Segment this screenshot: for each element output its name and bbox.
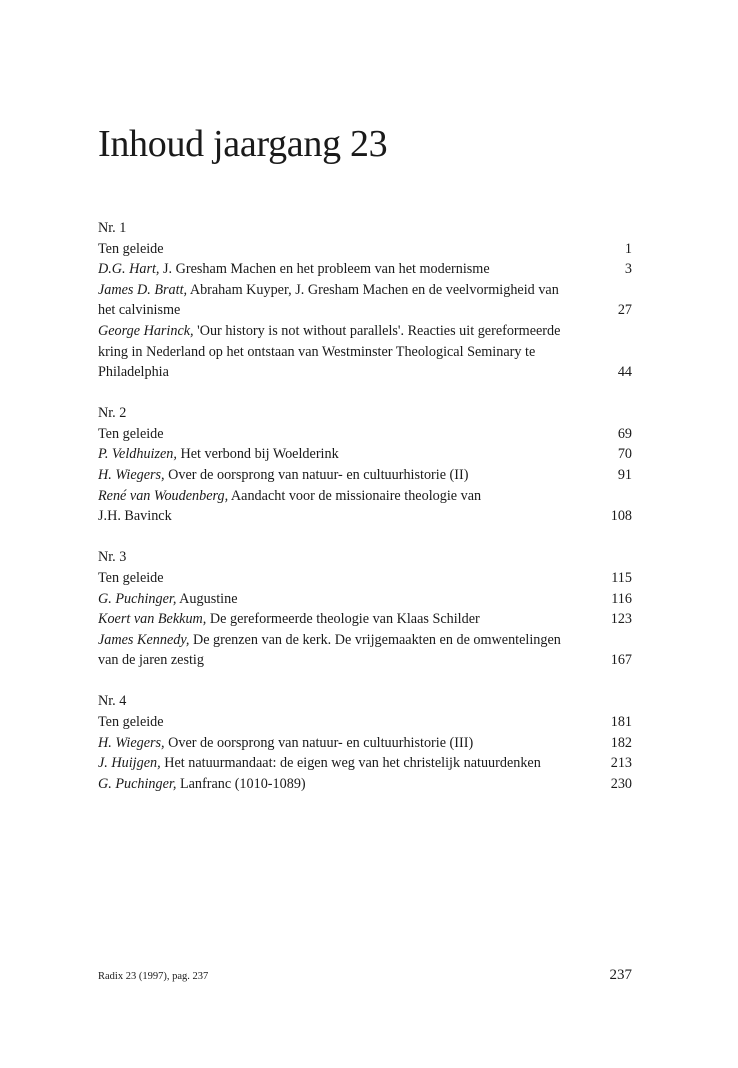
toc-entry-text: De gereformeerde theologie van Klaas Schilder [206, 611, 480, 628]
toc-entry [98, 630, 632, 651]
toc-entry-page: 3 [624, 261, 632, 278]
toc-entry-title [98, 280, 559, 301]
toc-entry-author: H. Wiegers, [98, 467, 165, 484]
toc-entry-text: Ten geleide [98, 240, 164, 257]
toc-entry-author: James D. Bratt, [98, 281, 188, 298]
toc-entry [98, 300, 632, 321]
toc-entry-author: J. Huijgen, [98, 755, 161, 772]
toc-entry-title [98, 650, 204, 671]
toc-entry-author: D.G. Hart, [98, 261, 160, 278]
toc-entry-text: Ten geleide [98, 713, 164, 730]
toc-entry-page [624, 630, 632, 651]
toc-entry-title [98, 753, 541, 774]
toc-entry-page: 44 [617, 364, 632, 381]
toc-entry-text: kring in Nederland op het ontstaan van Westminster Theological Seminary te [98, 343, 536, 360]
toc-entry-author: Koert van Bekkum, [98, 611, 207, 628]
toc-entry-page: 70 [617, 446, 632, 463]
section-label-text: Nr. 4 [98, 693, 127, 710]
toc-entry-text: Ten geleide [98, 425, 164, 442]
toc-entry-text: Het verbond bij Woelderink [176, 446, 339, 463]
toc-entry [98, 774, 632, 795]
toc-entry-text: Augustine [176, 590, 238, 607]
toc-entry [98, 321, 632, 342]
toc-entry-text: het calvinisme [98, 302, 181, 319]
toc-section [98, 403, 632, 527]
toc-entry-title [98, 321, 560, 342]
toc-entry-page: 108 [610, 508, 632, 525]
toc-entry-text: 'Our history is not without parallels'. Reacties uit gereformeerde [193, 322, 561, 339]
toc-section [98, 691, 632, 794]
toc-entry [98, 568, 632, 589]
toc-entry [98, 465, 632, 486]
toc-entry-title [98, 486, 481, 507]
toc-entry-text: Het natuurmandaat: de eigen weg van het christelijk natuurdenken [160, 755, 541, 772]
toc-entry [98, 609, 632, 630]
toc-entry [98, 733, 632, 754]
toc-entry-text: Over de oorsprong van natuur- en cultuurhistorie (III) [164, 734, 474, 751]
toc-entry-title [98, 362, 169, 383]
toc-entry-page [624, 280, 632, 301]
toc-entry-text: Lanfranc (1010-1089) [176, 775, 306, 792]
toc-entry-title [98, 506, 172, 527]
toc-entry-text: Philadelphia [98, 364, 169, 381]
toc-entry-text: Aandacht voor de missionaire theologie van [228, 487, 482, 504]
toc-entry-page [624, 486, 632, 507]
toc-entry-author: H. Wiegers, [98, 734, 165, 751]
toc-entry-title [98, 424, 164, 445]
page-title: Inhoud jaargang 23 [98, 123, 388, 165]
toc-entry [98, 486, 632, 507]
toc-entry-text: Ten geleide [98, 569, 164, 586]
toc-entry-author: René van Woudenberg, [98, 487, 229, 504]
toc-entry-page: 1 [624, 240, 632, 257]
toc-entry [98, 444, 632, 465]
toc-entry-title [98, 259, 490, 280]
toc-entry-text: van de jaren zestig [98, 652, 204, 669]
toc-entry-author: George Harinck, [98, 322, 194, 339]
section-label-text: Nr. 2 [98, 405, 127, 422]
section-label-text: Nr. 1 [98, 220, 127, 236]
toc-entry-title [98, 239, 164, 260]
section-label [98, 403, 632, 424]
toc-entry [98, 424, 632, 445]
toc-entry-title [98, 609, 480, 630]
toc-entry [98, 280, 632, 301]
toc-entry [98, 753, 632, 774]
toc-entry-page [624, 321, 632, 342]
section-label [98, 691, 632, 712]
toc-entry-page [624, 342, 632, 363]
toc-entry-page: 167 [610, 652, 632, 669]
section-label-text: Nr. 3 [98, 549, 127, 566]
toc-entry-author: G. Puchinger, [98, 590, 177, 607]
toc-entry-title [98, 774, 306, 795]
toc-entry-author: P. Veldhuizen, [98, 446, 177, 463]
footer-citation: Radix 23 (1997), pag. 237 [98, 971, 209, 982]
toc-entry [98, 506, 632, 527]
toc-entry-page: 213 [610, 755, 632, 772]
toc-entry-page: 181 [610, 713, 632, 730]
toc-entry-title [98, 300, 180, 321]
toc-entry-title [98, 630, 561, 651]
toc-entry [98, 589, 632, 610]
toc-entry-title [98, 712, 164, 733]
toc-entry-title [98, 465, 468, 486]
toc-entry-text: De grenzen van de kerk. De vrijgemaakten en de omwentelingen [189, 631, 561, 648]
toc-entry [98, 342, 632, 363]
toc-section [98, 218, 632, 383]
toc-entry-page: 27 [617, 302, 632, 319]
toc-entry-title [98, 568, 164, 589]
toc-entry-title [98, 342, 535, 363]
toc-entry-title [98, 733, 473, 754]
toc-entry-page: 116 [611, 590, 632, 607]
toc-entry-page: 123 [610, 611, 632, 628]
toc-entry [98, 712, 632, 733]
toc-section [98, 547, 632, 671]
toc-entry-title [98, 444, 339, 465]
toc-entry-author: James Kennedy, [98, 631, 190, 648]
toc-entry [98, 239, 632, 260]
toc-entry [98, 259, 632, 280]
toc-entry-title [98, 589, 238, 610]
section-label [98, 218, 632, 239]
toc-entry [98, 362, 632, 383]
footer-page-number: 237 [609, 967, 632, 983]
toc-entry-text: J.H. Bavinck [98, 508, 172, 525]
section-label [98, 547, 632, 568]
toc-entry-author: G. Puchinger, [98, 775, 177, 792]
toc-entry-page: 69 [617, 425, 632, 442]
toc-entry-text: J. Gresham Machen en het probleem van het modernisme [159, 261, 490, 278]
toc-entry-text: Abraham Kuyper, J. Gresham Machen en de veelvormigheid van [187, 281, 559, 298]
toc-entry [98, 650, 632, 671]
toc-entry-text: Over de oorsprong van natuur- en cultuurhistorie (II) [164, 467, 469, 484]
toc-entry-page: 230 [610, 775, 632, 792]
toc-entry-page: 91 [617, 467, 632, 484]
table-of-contents [98, 218, 632, 815]
toc-entry-page: 115 [611, 569, 632, 586]
toc-entry-page: 182 [610, 734, 632, 751]
